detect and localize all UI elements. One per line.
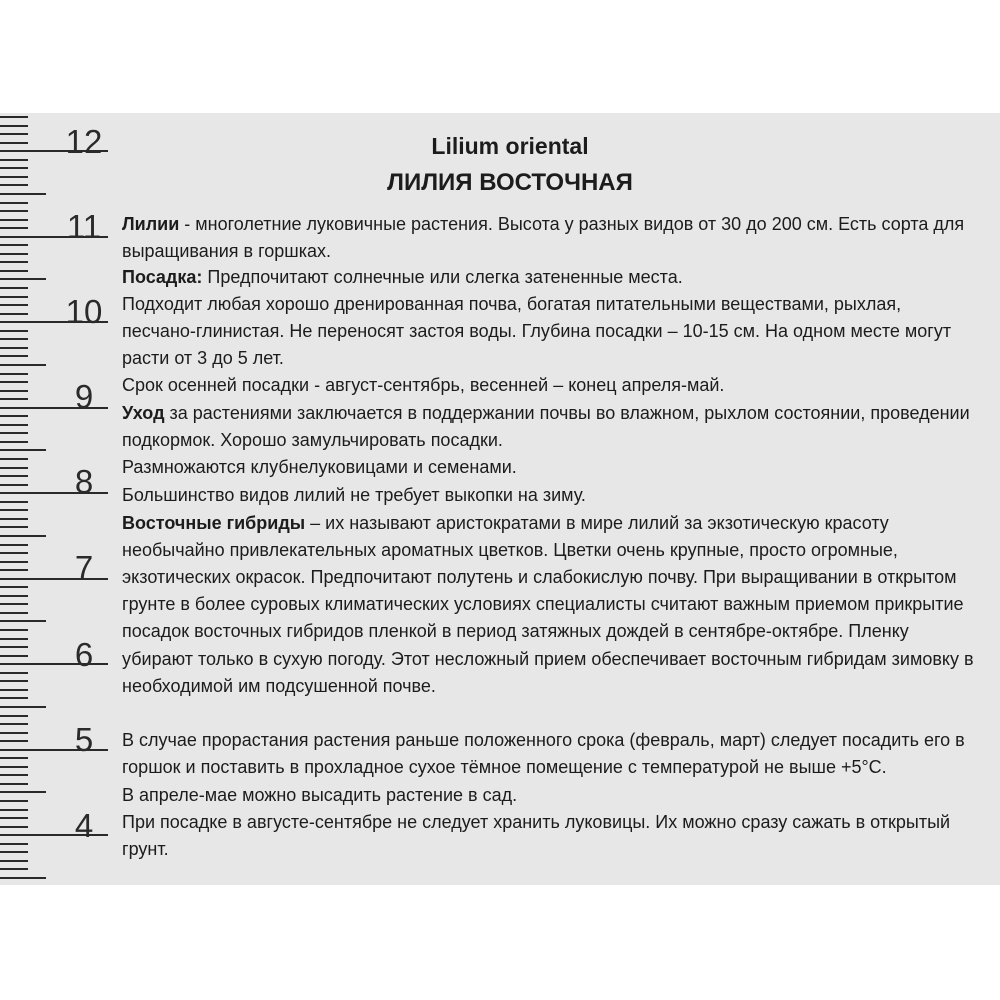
ruler-tick bbox=[0, 253, 28, 255]
ruler-tick bbox=[0, 706, 46, 708]
ruler-number-5: 5 bbox=[74, 721, 94, 758]
ruler-tick bbox=[0, 877, 46, 879]
term-posadka: Посадка: bbox=[122, 267, 203, 287]
ruler-tick bbox=[0, 629, 28, 631]
text-line: грунт. bbox=[122, 839, 169, 859]
text-line: экзотических окрасок. Предпочитают полутень и слабокислую почву. При выращивании в открытом bbox=[122, 567, 957, 587]
ruler-tick bbox=[0, 167, 28, 169]
ruler-tick bbox=[0, 424, 28, 426]
text-line: грунте в более суровых климатических условиях специалисты считают важным приемом прикрытие bbox=[122, 594, 964, 614]
ruler-tick bbox=[0, 526, 28, 528]
ruler-tick bbox=[0, 287, 28, 289]
text-span: – их называют аристократами в мире лилий за экзотическую красоту bbox=[305, 513, 889, 533]
ruler-tick bbox=[0, 672, 28, 674]
ruler-tick bbox=[0, 723, 28, 725]
text-line: посадок восточных гибридов пленкой в период затяжных дождей в сентябре-октябре. Пленку bbox=[122, 621, 909, 641]
ruler-tick bbox=[0, 458, 28, 460]
ruler-tick bbox=[0, 355, 28, 357]
text-line: необычайно привлекательных ароматных цветков. Цветки очень крупные, просто огромные, bbox=[122, 540, 898, 560]
ruler-tick bbox=[0, 176, 28, 178]
ruler-tick bbox=[0, 219, 28, 221]
ruler-tick bbox=[0, 501, 28, 503]
ruler-tick bbox=[0, 475, 28, 477]
ruler-tick bbox=[0, 270, 28, 272]
ruler-tick bbox=[0, 210, 28, 212]
ruler-tick bbox=[0, 261, 28, 263]
ruler-number-10: 10 bbox=[65, 293, 103, 330]
ruler-tick bbox=[0, 441, 28, 443]
ruler-tick bbox=[0, 415, 28, 417]
ruler-tick bbox=[0, 791, 46, 793]
ruler-tick bbox=[0, 509, 28, 511]
ruler-tick bbox=[0, 518, 28, 520]
ruler-tick bbox=[0, 432, 28, 434]
ruler-tick bbox=[0, 638, 28, 640]
text-line: Срок осенней посадки - август-сентябрь, весенней – конец апреля-май. bbox=[122, 375, 725, 395]
ruler-number-9: 9 bbox=[74, 378, 94, 415]
ruler-tick bbox=[0, 184, 28, 186]
ruler-tick bbox=[0, 843, 28, 845]
ruler-tick bbox=[0, 364, 46, 366]
ruler-tick bbox=[0, 732, 28, 734]
text-line bbox=[122, 264, 982, 290]
text-span: - многолетние луковичные растения. Высота у разных видов от 30 до 200 см. Есть сорта для bbox=[179, 214, 965, 234]
text-line: В апреле-мае можно высадить растение в сад. bbox=[122, 785, 518, 805]
ruler-tick bbox=[0, 740, 28, 742]
ruler-tick bbox=[0, 689, 28, 691]
text-line: Большинство видов лилий не требует выкопки на зиму. bbox=[122, 485, 586, 505]
ruler-number-6: 6 bbox=[74, 636, 94, 673]
ruler-tick bbox=[0, 193, 46, 195]
text-line: В случае прорастания растения раньше положенного срока (февраль, март) следует посадить его в bbox=[122, 730, 965, 750]
ruler-tick bbox=[0, 715, 28, 717]
ruler-tick bbox=[0, 697, 28, 699]
text-line: убирают только в сухую погоду. Этот несложный прием обеспечивает восточным гибридам зимовку в bbox=[122, 649, 974, 669]
product-card bbox=[0, 113, 1000, 885]
text-span: Предпочитают солнечные или слегка затененные места. bbox=[202, 267, 683, 287]
term-vostochnye-gibridy: Восточные гибриды bbox=[122, 513, 306, 533]
ruler-tick bbox=[0, 561, 28, 563]
ruler-number-4: 4 bbox=[74, 807, 94, 844]
ruler-tick bbox=[0, 783, 28, 785]
ruler-scale bbox=[0, 113, 60, 885]
ruler-number-8: 8 bbox=[74, 463, 94, 500]
text-line: необходимой им подсушенной почве. bbox=[122, 676, 436, 696]
ruler-tick bbox=[0, 116, 28, 118]
ruler-tick bbox=[0, 569, 28, 571]
ruler-tick bbox=[0, 655, 28, 657]
ruler-tick bbox=[0, 800, 28, 802]
ruler-tick bbox=[0, 868, 28, 870]
ruler-tick bbox=[0, 304, 28, 306]
ruler-tick bbox=[0, 612, 28, 614]
text-line: выращивания в горшках. bbox=[122, 241, 331, 261]
ruler-tick bbox=[0, 603, 28, 605]
text-span: за растениями заключается в поддержании почвы во влажном, рыхлом состоянии, проведении bbox=[164, 403, 970, 423]
ruler-tick bbox=[0, 766, 28, 768]
ruler-tick bbox=[0, 142, 28, 144]
page-subtitle: ЛИЛИЯ ВОСТОЧНАЯ bbox=[387, 169, 633, 196]
text-line bbox=[122, 211, 982, 237]
ruler-tick bbox=[0, 313, 28, 315]
ruler-tick bbox=[0, 467, 28, 469]
ruler-tick bbox=[0, 586, 28, 588]
text-line: Размножаются клубнелуковицами и семенами. bbox=[122, 457, 517, 477]
ruler-number-11: 11 bbox=[66, 208, 102, 245]
term-uhod: Уход bbox=[122, 403, 165, 423]
ruler-tick bbox=[0, 125, 28, 127]
ruler-tick bbox=[0, 338, 28, 340]
ruler-tick bbox=[0, 347, 28, 349]
ruler-tick bbox=[0, 817, 28, 819]
ruler-tick bbox=[0, 484, 28, 486]
ruler-tick bbox=[0, 296, 28, 298]
ruler-tick bbox=[0, 244, 28, 246]
ruler-tick bbox=[0, 227, 28, 229]
ruler-tick bbox=[0, 680, 28, 682]
ruler-tick bbox=[0, 595, 28, 597]
ruler-number-7: 7 bbox=[74, 549, 94, 586]
ruler-tick bbox=[0, 809, 28, 811]
text-line: горшок и поставить в прохладное сухое тёмное помещение с температурой не выше +5°С. bbox=[122, 757, 887, 777]
ruler-tick bbox=[0, 398, 28, 400]
ruler-tick bbox=[0, 373, 28, 375]
ruler-tick bbox=[0, 133, 28, 135]
ruler-tick bbox=[0, 757, 28, 759]
ruler-tick bbox=[0, 552, 28, 554]
text-line: расти от 3 до 5 лет. bbox=[122, 348, 284, 368]
ruler-tick bbox=[0, 774, 28, 776]
text-line bbox=[122, 510, 982, 536]
text-line: песчано-глинистая. Не переносят застоя воды. Глубина посадки – 10-15 см. На одном месте могут bbox=[122, 321, 952, 341]
ruler-tick bbox=[0, 826, 28, 828]
ruler-tick bbox=[0, 381, 28, 383]
ruler-tick bbox=[0, 620, 46, 622]
text-line: подкормок. Хорошо замульчировать посадки. bbox=[122, 430, 503, 450]
ruler-tick bbox=[0, 278, 46, 280]
ruler-tick bbox=[0, 449, 46, 451]
ruler-tick bbox=[0, 646, 28, 648]
text-line: При посадке в августе-сентябре не следует хранить луковицы. Их можно сразу сажать в открытый bbox=[122, 812, 951, 832]
ruler-tick bbox=[0, 535, 46, 537]
text-line bbox=[122, 400, 982, 426]
term-lilii: Лилии bbox=[122, 214, 180, 234]
ruler-number-12: 12 bbox=[65, 123, 103, 160]
ruler-tick bbox=[0, 202, 28, 204]
ruler-tick bbox=[0, 544, 28, 546]
ruler-tick bbox=[0, 851, 28, 853]
ruler-tick bbox=[0, 330, 28, 332]
ruler-tick bbox=[0, 860, 28, 862]
text-line: Подходит любая хорошо дренированная почва, богатая питательными веществами, рыхлая, bbox=[122, 294, 902, 314]
page-title: Lilium oriental bbox=[431, 133, 589, 159]
ruler-tick bbox=[0, 159, 28, 161]
ruler-tick bbox=[0, 390, 28, 392]
